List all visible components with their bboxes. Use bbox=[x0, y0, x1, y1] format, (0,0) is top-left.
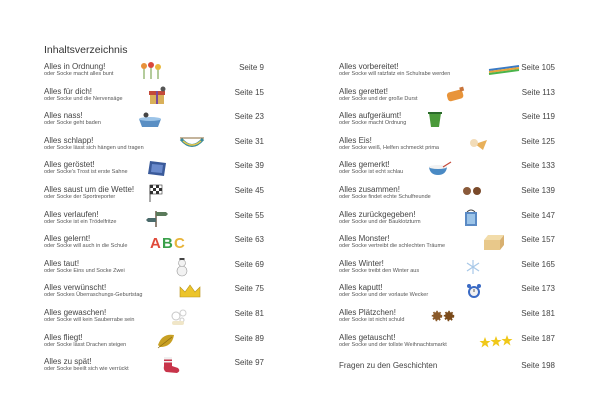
entry-title: Alles zu spät! bbox=[44, 357, 92, 367]
entry-page: Seite 89 bbox=[234, 333, 264, 343]
toc-entry[interactable] bbox=[44, 208, 264, 233]
entry-page: Seite 105 bbox=[521, 63, 555, 72]
entry-subtitle: oder Socke und der vorlaute Wecker bbox=[339, 292, 429, 299]
toc-entry[interactable] bbox=[44, 281, 264, 306]
hammock-icon bbox=[178, 134, 206, 154]
toc-entry[interactable] bbox=[44, 85, 264, 110]
svg-text:A: A bbox=[150, 235, 161, 253]
signpost-icon bbox=[144, 208, 172, 228]
entry-subtitle: oder Socke vertreibt die schlechten Träume bbox=[339, 243, 446, 250]
entry-subtitle: oder Socke lässt sich hängen und tragen bbox=[44, 144, 144, 151]
entry-subtitle: oder Socke's Trost ist erste Sahne bbox=[44, 169, 128, 176]
entry-page: Seite 97 bbox=[234, 358, 264, 368]
entry-title: Alles gewaschen! bbox=[44, 307, 107, 317]
gear-cookies-icon bbox=[429, 306, 457, 326]
entry-title: Alles zusammen! bbox=[339, 184, 400, 194]
entry-title: Alles taut! bbox=[44, 258, 80, 268]
snowflake-icon bbox=[459, 257, 487, 277]
entry-title: Alles gelernt! bbox=[44, 234, 91, 244]
entry-title: Alles zurückgegeben! bbox=[339, 209, 416, 219]
entry-title: Alles verwünscht! bbox=[44, 283, 107, 293]
toc-entry[interactable] bbox=[339, 208, 555, 233]
entry-title: Alles vorbereitet! bbox=[339, 62, 399, 71]
entry-page: Seite 173 bbox=[521, 284, 555, 294]
entry-page: Seite 198 bbox=[521, 361, 555, 371]
entry-subtitle: oder Socke Eins und Socke Zwei bbox=[44, 267, 125, 274]
toc-entry[interactable] bbox=[44, 257, 264, 282]
entry-subtitle: oder Socke findet echte Schulfreunde bbox=[339, 193, 431, 200]
bottle-icon bbox=[441, 85, 469, 105]
entry-subtitle: oder Socke weiß, Helfen schmeckt prima bbox=[339, 144, 439, 151]
entry-subtitle: oder Socke will auch in die Schule bbox=[44, 243, 128, 250]
entry-subtitle: oder Socke treibt den Winter aus bbox=[339, 267, 420, 274]
entry-title: Alles Plätzchen! bbox=[339, 307, 396, 317]
toc-entry[interactable] bbox=[44, 158, 264, 183]
ice-cream-icon bbox=[465, 134, 493, 154]
toc-left-column bbox=[44, 60, 264, 380]
entry-page: Seite 119 bbox=[521, 112, 555, 122]
toc-entry[interactable] bbox=[44, 60, 264, 85]
entry-page: Seite 69 bbox=[234, 259, 264, 269]
entry-subtitle: oder Socke ist echt schlau bbox=[339, 169, 404, 176]
toc-entry[interactable] bbox=[339, 257, 555, 282]
entry-title: Alles gerettet! bbox=[339, 86, 388, 96]
alarm-clock-icon bbox=[461, 281, 489, 301]
entry-page: Seite 147 bbox=[521, 210, 555, 220]
entry-title: Alles Winter! bbox=[339, 258, 384, 268]
toc-entry[interactable] bbox=[44, 183, 264, 208]
entry-page: Seite 75 bbox=[234, 284, 264, 294]
entry-title: Alles schlapp! bbox=[44, 135, 94, 145]
entry-page: Seite 181 bbox=[521, 308, 555, 318]
entry-title: Alles saust um die Wette! bbox=[44, 184, 135, 194]
toc-entry[interactable] bbox=[44, 232, 264, 257]
entry-subtitle: oder Socke ist nicht schuld bbox=[339, 316, 405, 323]
entry-subtitle: oder Socke will ratzfatz ein Schulrabe werden bbox=[339, 71, 451, 77]
toc-entry[interactable] bbox=[339, 355, 555, 380]
toc-entry[interactable] bbox=[339, 281, 555, 306]
bowl-icon bbox=[425, 158, 453, 178]
entry-subtitle: oder Socke und der große Durst bbox=[339, 95, 418, 102]
entry-subtitle: oder Socke macht alles bunt bbox=[44, 71, 114, 77]
entry-page: Seite 23 bbox=[234, 112, 264, 122]
entry-title: Alles aufgeräumt! bbox=[339, 111, 402, 121]
svg-text:C: C bbox=[174, 235, 185, 253]
snowman-icon bbox=[168, 257, 196, 277]
entry-title: Alles Eis! bbox=[339, 135, 372, 145]
cushion-icon bbox=[144, 158, 172, 178]
entry-subtitle: oder Socke beeilt sich wie verrückt bbox=[44, 366, 129, 373]
entry-subtitle: oder Socke will kein Sauberrabe sein bbox=[44, 316, 135, 323]
cookies-icon bbox=[459, 183, 487, 203]
entry-subtitle: oder Socke und der tollste Weihnachtsmarkt bbox=[339, 341, 447, 348]
toc-entry[interactable] bbox=[44, 355, 264, 380]
pencils-icon bbox=[487, 60, 521, 80]
sock-icon bbox=[156, 355, 184, 375]
toc-heading: Inhaltsverzeichnis bbox=[44, 44, 128, 56]
toc-entry[interactable] bbox=[44, 134, 264, 159]
toc-entry[interactable] bbox=[339, 232, 555, 257]
svg-text:B: B bbox=[162, 235, 173, 253]
entry-title: Alles fliegt! bbox=[44, 332, 83, 342]
toc-entry[interactable] bbox=[339, 158, 555, 183]
entry-subtitle: oder Socke der Sportreporter bbox=[44, 193, 116, 200]
entry-subtitle: oder Socke ist ein Trödelfritze bbox=[44, 218, 117, 225]
lantern-icon bbox=[457, 208, 485, 228]
gift-icon bbox=[144, 85, 172, 105]
entry-page: Seite 113 bbox=[521, 87, 555, 97]
soap-bubbles-icon bbox=[166, 306, 194, 326]
stars-icon bbox=[479, 331, 513, 351]
crown-icon bbox=[176, 281, 204, 301]
entry-title: Alles für dich! bbox=[44, 86, 93, 96]
entry-subtitle: oder Socke lässt Drachen steigen bbox=[44, 341, 127, 348]
flowers-icon bbox=[138, 60, 166, 80]
toc-entry[interactable] bbox=[339, 85, 555, 110]
entry-page: Seite 125 bbox=[521, 136, 555, 146]
toc-entry[interactable] bbox=[44, 109, 264, 134]
toc-entry[interactable] bbox=[339, 306, 555, 331]
entry-title: Alles kaputt! bbox=[339, 283, 383, 293]
toc-entry[interactable] bbox=[339, 60, 555, 85]
checkered-flag-icon bbox=[142, 183, 170, 203]
entry-title: Fragen zu den Geschichten bbox=[339, 361, 438, 371]
entry-title: Alles getauscht! bbox=[339, 332, 396, 342]
toc-entry[interactable] bbox=[44, 306, 264, 331]
entry-title: Alles geröstet! bbox=[44, 160, 95, 170]
bucket-icon bbox=[421, 109, 449, 129]
toc-entry[interactable] bbox=[339, 109, 555, 134]
entry-title: Alles gemerkt! bbox=[339, 160, 390, 170]
entry-title: Alles nass! bbox=[44, 111, 83, 121]
toc-entry[interactable] bbox=[339, 134, 555, 159]
toc-entry[interactable] bbox=[44, 331, 264, 356]
entry-title: Alles Monster! bbox=[339, 234, 390, 244]
bathtub-icon bbox=[136, 109, 164, 129]
entry-subtitle: oder Sockes Überraschungs-Geburtstag bbox=[44, 292, 143, 299]
entry-page: Seite 139 bbox=[521, 185, 555, 195]
toc-entry[interactable] bbox=[339, 331, 555, 356]
abc-letters-icon bbox=[150, 232, 190, 252]
entry-page: Seite 31 bbox=[234, 136, 264, 146]
entry-page: Seite 165 bbox=[521, 259, 555, 269]
entry-title: Alles verlaufen! bbox=[44, 209, 99, 219]
leaf-icon bbox=[152, 331, 180, 351]
box-icon bbox=[479, 232, 507, 252]
entry-page: Seite 81 bbox=[234, 308, 264, 318]
entry-subtitle: oder Socke geht baden bbox=[44, 120, 101, 127]
entry-page: Seite 15 bbox=[234, 87, 264, 97]
entry-page: Seite 133 bbox=[521, 161, 555, 171]
entry-page: Seite 187 bbox=[521, 333, 555, 343]
entry-subtitle: oder Socke und die Nervensäge bbox=[44, 95, 123, 102]
entry-page: Seite 39 bbox=[234, 161, 264, 171]
entry-page: Seite 157 bbox=[521, 235, 555, 245]
entry-title: Alles in Ordnung! bbox=[44, 62, 106, 71]
toc-entry[interactable] bbox=[339, 183, 555, 208]
entry-subtitle: oder Socke macht Ordnung bbox=[339, 120, 407, 127]
entry-page: Seite 63 bbox=[234, 235, 264, 245]
entry-page: Seite 55 bbox=[234, 210, 264, 220]
entry-subtitle: oder Socke und der Bauklotzturm bbox=[339, 218, 421, 225]
entry-page: Seite 9 bbox=[239, 63, 264, 72]
toc-right-column bbox=[339, 60, 555, 380]
entry-page: Seite 45 bbox=[234, 185, 264, 195]
